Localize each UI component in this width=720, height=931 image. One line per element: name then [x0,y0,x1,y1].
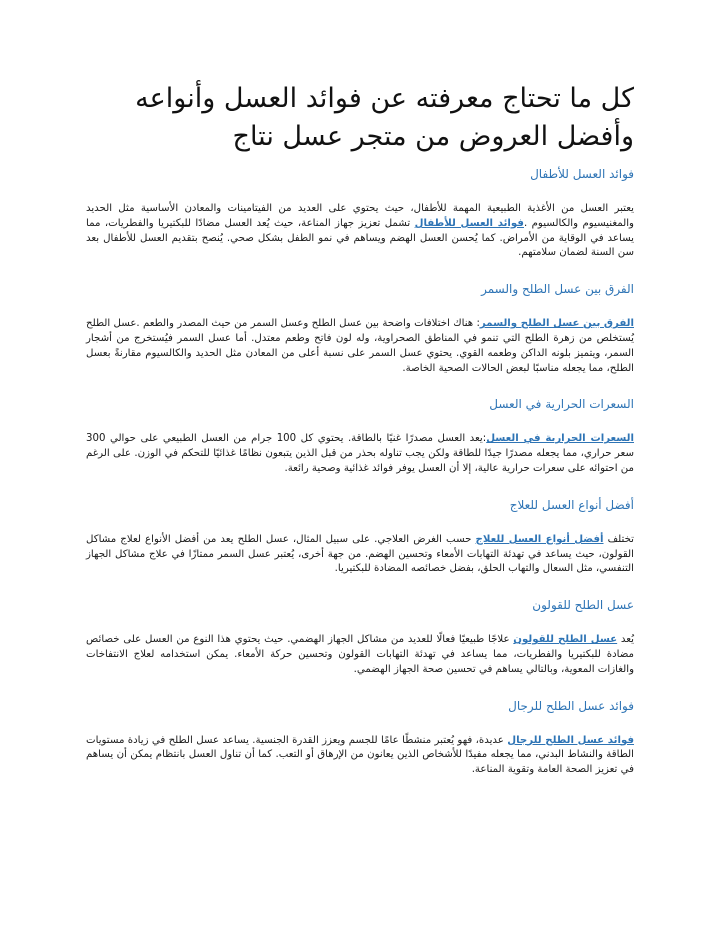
inline-link[interactable]: أفضل أنواع العسل للعلاج [475,533,604,545]
paragraph-text: : هناك اختلافات واضحة بين عسل الطلح وعسل السمر من حيث المصدر والطعم .عسل الطلح يُستخلص من زهرة الطلح التي تنمو في المناطق الصحراوية، وله لون فاتح وطعم معتدل. أما عسل السمر فيُستخرج من أشجار السمر، ويتميز بلونه الداكن وطعمه القوي. يحتوي عسل السمر على نسبة أعلى من المعادن مثل الحديد والكالسيوم مقارنةً بعسل الطلح، مما يجعله مناسبًا لبعض الحالات الصحية الخاصة. [86,318,634,374]
paragraph-text: :يعد العسل مصدرًا غنيًا بالطاقة. يحتوي كل 100 جرام من العسل الطبيعي على حوالي 300 سعر حراري، مما يجعله مصدرًا جيدًا للطاقة ولكن يجب تناوله بحذر من قبل الذين يتبعون نظامًا غذائيًا للتحكم في الوزن. على الرغم من احتوائه على سعرات حرارية عالية، إلا أن العسل يوفر فوائد غذائية وصحية رائعة. [86,433,634,474]
paragraph-text: يُعد [617,634,634,646]
paragraph-text: حسب الغرض العلاجي. على سبيل المثال، عسل الطلح يعد من أفضل الأنواع لعلاج مشاكل القولون، حيث يساعد في تهدئة التهابات الأمعاء وتحسين الهضم. من جهة أخرى، يُعتبر عسل السمر ممتازًا في علاج مشاكل الجهاز التنفسي، مثل السعال والتهاب الحلق، بفضل خصائصه المضادة للبكتيريا. [86,533,634,575]
section-men [86,698,634,778]
section-paragraph [86,734,634,778]
paragraph-text: تختلف [603,533,634,545]
section-heading: السعرات الحرارية في العسل [489,397,634,412]
section-colon [86,597,634,677]
section-calories [86,396,634,476]
section-heading: فوائد العسل للأطفال [530,167,634,181]
section-heading: الفرق بين عسل الطلح والسمر [481,282,634,297]
section-kids [86,166,634,261]
section-paragraph [86,533,634,577]
inline-link[interactable]: السعرات الحرارية في العسل [486,433,634,445]
inline-link[interactable]: الفرق بين عسل الطلح والسمر [479,318,634,330]
paragraph-text: عديدة، فهو يُعتبر منشطًا عامًا للجسم ويعزز القدرة الجنسية. يساعد عسل الطلح في زيادة مستويات الطاقة والنشاط البدني، مما يجعله مفيدًا للأشخاص الذين يعانون من الإرهاق أو التعب. كما أن تناول العسل بانتظام يمكن أن يساهم في تعزيز الصحة العامة وتقوية المناعة. [86,734,634,776]
paragraph-text: علاجًا طبيعيًا فعالًا للعديد من مشاكل الجهاز الهضمي. حيث يحتوي هذا النوع من العسل على خصائص مضادة للبكتيريا والفطريات، مما يساعد في تهدئة التهابات القولون وتحسين حركة الأمعاء. يمكن استخدامه لعلاج الانتفاخات والغازات المعوية، وبالتالي يساهم في تحسين صحة الجهاز الهضمي. [86,634,634,675]
section-paragraph [86,317,634,376]
paragraph-text: يعتبر العسل من الأغذية الطبيعية المهمة للأطفال، حيث يحتوي على العديد من الفيتامينات والمعادن الأساسية مثل الحديد والمغنيسيوم والكالسيوم . [86,203,634,229]
document-body [86,80,634,798]
section-heading: فوائد عسل الطلح للرجال [508,698,634,713]
section-heading: أفضل أنواع العسل للعلاج [509,497,634,512]
section-paragraph [86,202,634,261]
section-talh-vs-samar [86,281,634,376]
section-heading: عسل الطلح للقولون [532,598,634,613]
inline-link[interactable]: فوائد عسل الطلح للرجال [507,734,635,746]
page-title: كل ما تحتاج معرفته عن فوائد العسل وأنواعه وأفضل العروض من متجر عسل نتاج [135,83,634,152]
inline-link[interactable]: فوائد العسل للأطفال [414,217,524,229]
paragraph-text: تشمل تعزيز جهاز المناعة، حيث يُعد العسل مضادًا للبكتيريا والفطريات، مما يساعد في الوقاية من الأمراض. كما يُحسن العسل الهضم ويساهم في نمو الطفل بشكل صحي. يُنصح بتقديم العسل للأطفال بعد سن السنة لضمان سلامتهم. [86,217,634,259]
section-best-types [86,497,634,577]
section-paragraph [86,432,634,476]
inline-link[interactable]: عسل الطلح للقولون [513,634,618,646]
section-paragraph [86,633,634,677]
